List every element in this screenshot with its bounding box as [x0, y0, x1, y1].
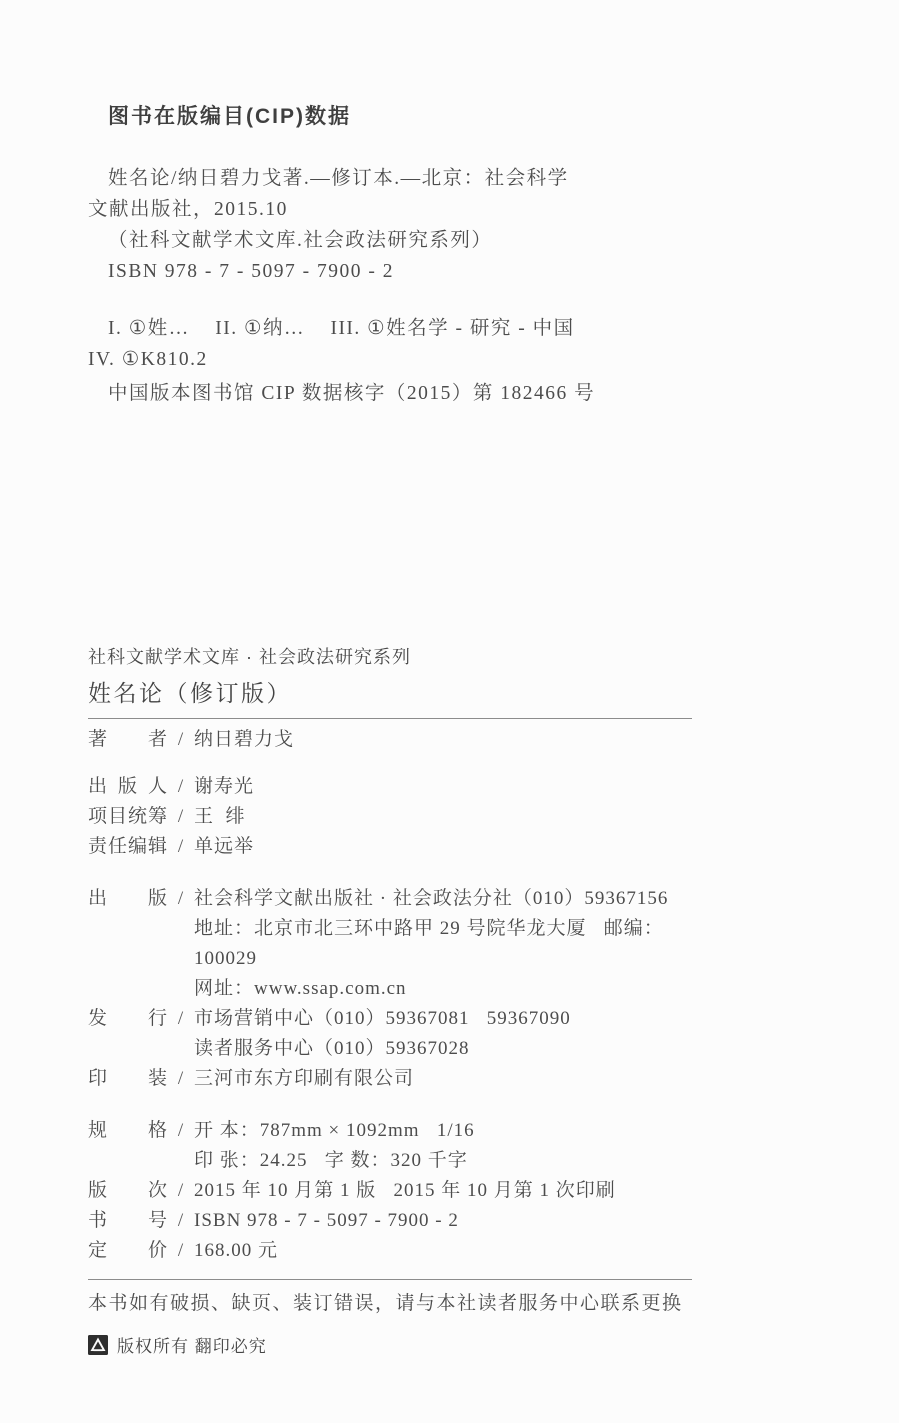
- row-project-coordinator: [88, 802, 692, 832]
- cip-record-number: 中国版本图书馆 CIP 数据核字（2015）第 182466 号: [108, 383, 596, 404]
- row-author-label: 著 者: [88, 729, 168, 750]
- cip-line-isbn: ISBN 978 - 7 - 5097 - 7900 - 2: [108, 261, 395, 282]
- book-title: 姓名论（修订版）: [88, 675, 692, 719]
- cip-classification-1: I. ①姓… II. ①纳… III. ①姓名学 - 研究 - 中国: [108, 318, 575, 339]
- publisher-website: 网址：www.ssap.com.cn: [194, 978, 407, 999]
- cip-block: [88, 100, 692, 409]
- label-value-separator: /: [177, 1240, 185, 1261]
- row-publisher-person: [88, 772, 692, 802]
- footer-divider: [88, 1279, 692, 1280]
- series-name: 社科文献学术文库 · 社会政法研究系列: [88, 647, 411, 667]
- copyright-statement: 版权所有 翻印必究: [117, 1337, 267, 1356]
- label-value-separator: /: [177, 729, 185, 750]
- row-isbn-value: ISBN 978 - 7 - 5097 - 7900 - 2: [194, 1210, 459, 1231]
- row-edition-label: 版 次: [88, 1180, 168, 1201]
- row-price: [88, 1236, 692, 1266]
- row-price-label: 定 价: [88, 1240, 168, 1261]
- damage-replacement-notice: 本书如有破损、缺页、装订错误，请与本社读者服务中心联系更换: [88, 1293, 683, 1314]
- cip-line-title-author: 姓名论/纳日碧力戈著.—修订本.—北京：社会科学: [108, 168, 569, 189]
- row-publisher-label: 出 版: [88, 888, 168, 909]
- row-isbn-label: 书 号: [88, 1210, 168, 1231]
- row-printing: [88, 1064, 692, 1094]
- row-publisher-person-value: 谢寿光: [194, 776, 255, 797]
- row-price-value: 168.00 元: [194, 1240, 279, 1261]
- label-value-separator: /: [177, 1210, 185, 1231]
- row-editor-label: 责 任 编 辑: [88, 836, 169, 857]
- row-editor: [88, 832, 692, 862]
- row-editor-value: 单远举: [194, 836, 255, 857]
- row-publisher-value: 社会科学文献出版社 · 社会政法分社（010）59367156: [194, 888, 669, 909]
- row-distribution: [88, 1004, 692, 1034]
- row-printing-value: 三河市东方印刷有限公司: [194, 1068, 415, 1089]
- row-author-value: 纳日碧力戈: [194, 729, 295, 750]
- cip-line-series: （社科文献学术文库.社会政法研究系列）: [108, 230, 493, 251]
- row-distribution-value: 市场营销中心（010）59367081 59367090: [194, 1008, 571, 1029]
- label-value-separator: /: [177, 1008, 185, 1029]
- row-format-value: 开 本：787mm × 1092mm 1/16: [194, 1120, 475, 1141]
- row-publisher: [88, 884, 692, 914]
- row-format-label: 规 格: [88, 1120, 168, 1141]
- publication-block: [88, 643, 692, 1266]
- ssap-publisher-logo-icon: [88, 1335, 108, 1355]
- label-value-separator: /: [177, 806, 185, 827]
- cip-heading: 图书在版编目(CIP)数据: [108, 105, 351, 128]
- cip-classification-2: IV. ①K810.2: [88, 349, 208, 370]
- publication-rows: [88, 725, 692, 1266]
- label-value-separator: /: [177, 836, 185, 857]
- row-project-coordinator-value: 王 绯: [194, 806, 246, 827]
- label-value-separator: /: [177, 1068, 185, 1089]
- publisher-address: 地址：北京市北三环中路甲 29 号院华龙大厦 邮编：100029: [194, 918, 664, 969]
- label-value-separator: /: [177, 888, 185, 909]
- label-value-separator: /: [177, 776, 185, 797]
- label-value-separator: /: [177, 1180, 185, 1201]
- row-format: [88, 1116, 692, 1146]
- row-edition: [88, 1176, 692, 1206]
- label-value-separator: /: [177, 1120, 185, 1141]
- row-distribution-label: 发 行: [88, 1008, 168, 1029]
- row-publisher-person-label: 出 版 人: [88, 776, 168, 797]
- row-isbn: [88, 1206, 692, 1236]
- cip-line-publisher: 文献出版社，2015.10: [88, 199, 288, 220]
- row-author: [88, 725, 692, 755]
- row-printing-label: 印 装: [88, 1068, 168, 1089]
- copyright-row: [88, 1332, 692, 1357]
- sheets-wordcount: 印 张：24.25 字 数：320 千字: [194, 1150, 468, 1171]
- row-edition-value: 2015 年 10 月第 1 版 2015 年 10 月第 1 次印刷: [194, 1180, 616, 1201]
- reader-service-center: 读者服务中心（010）59367028: [194, 1038, 470, 1059]
- row-project-coordinator-label: 项 目 统 筹: [88, 806, 169, 827]
